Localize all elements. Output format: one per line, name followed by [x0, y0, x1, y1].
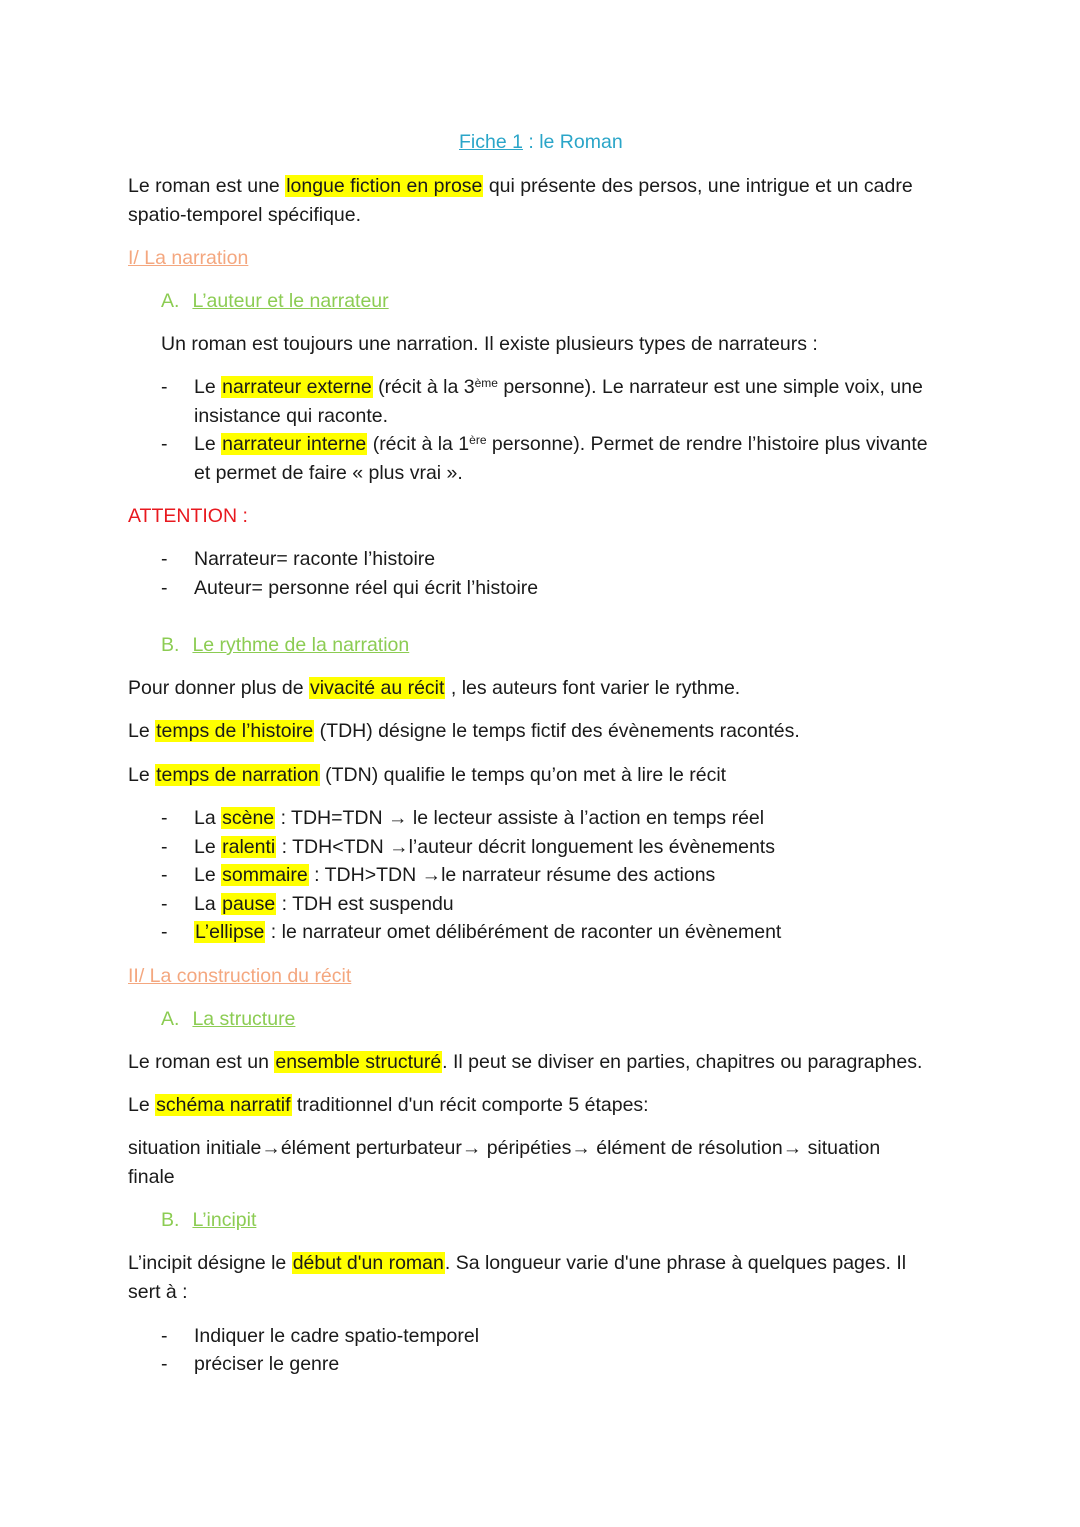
list-bullet: - — [161, 376, 168, 398]
text: Le — [194, 864, 222, 886]
section-heading-narration: I/ La narration — [128, 247, 249, 269]
subsection-letter: B. — [161, 1209, 180, 1231]
paragraph — [128, 1091, 649, 1120]
text: personne). Le narrateur est une simple voix, une — [497, 376, 923, 398]
paragraph — [128, 761, 726, 790]
highlight: sommaire — [222, 864, 308, 886]
list-item — [194, 804, 764, 833]
superscript: ème — [474, 376, 498, 390]
list-item — [194, 918, 781, 947]
subsection-title: L’incipit — [192, 1209, 257, 1231]
highlight: L’ellipse — [195, 921, 265, 943]
text: : TDH>TDN →le narrateur résume des actions — [308, 864, 716, 886]
highlight: narrateur externe — [222, 376, 372, 398]
list-bullet: - — [161, 836, 168, 858]
text: (TDH) désigne le temps fictif des évènements racontés. — [314, 720, 800, 742]
text: (TDN) qualifie le temps qu’on met à lire le récit — [319, 764, 727, 786]
list-item: Indiquer le cadre spatio-temporel — [194, 1325, 480, 1347]
list-item — [194, 890, 454, 919]
text: Le — [194, 433, 222, 455]
text: Le — [194, 376, 222, 398]
highlight: temps de l’histoire — [156, 720, 314, 742]
subsection-letter: A. — [161, 1008, 180, 1030]
intro-line-2: spatio-temporel spécifique. — [128, 204, 362, 226]
title-rest: : le Roman — [522, 131, 623, 153]
highlight: scène — [222, 807, 275, 829]
text: Le — [128, 1094, 156, 1116]
highlight: vivacité au récit — [310, 677, 445, 699]
highlight: ralenti — [222, 836, 276, 858]
list-item-continuation: insistance qui raconte. — [194, 405, 389, 427]
text: Le — [194, 836, 222, 858]
highlight: narrateur interne — [222, 433, 367, 455]
attention-label: ATTENTION : — [128, 505, 248, 527]
list-item — [194, 833, 775, 862]
text: Pour donner plus de — [128, 677, 310, 699]
section-heading-construction: II/ La construction du récit — [128, 965, 352, 987]
subsection-heading-rythme — [161, 631, 409, 660]
highlight: longue fiction en prose — [286, 175, 483, 197]
text: L’incipit désigne le — [128, 1252, 292, 1274]
text: La — [194, 807, 222, 829]
text: personne). Permet de rendre l’histoire plus vivante — [486, 433, 928, 455]
paragraph: Un roman est toujours une narration. Il existe plusieurs types de narrateurs : — [161, 333, 818, 355]
text: traditionnel d'un récit comporte 5 étapes: — [291, 1094, 649, 1116]
list-bullet: - — [161, 807, 168, 829]
list-item: Auteur= personne réel qui écrit l’histoire — [194, 577, 539, 599]
text: : le narrateur omet délibérément de raconter un évènement — [265, 921, 782, 943]
subsection-heading-auteur — [161, 287, 389, 316]
list-bullet: - — [161, 1325, 168, 1347]
subsection-title: Le rythme de la narration — [192, 634, 410, 656]
highlight: pause — [222, 893, 276, 915]
list-bullet: - — [161, 433, 168, 455]
paragraph-continuation: finale — [128, 1166, 175, 1188]
title-link[interactable]: Fiche 1 — [459, 131, 523, 153]
subsection-letter: A. — [161, 290, 180, 312]
paragraph — [128, 1048, 922, 1077]
text: : TDH<TDN →l’auteur décrit longuement les évènements — [276, 836, 775, 858]
subsection-title: L’auteur et le narrateur — [192, 290, 389, 312]
subsection-heading-incipit — [161, 1206, 256, 1235]
list-item — [194, 430, 928, 459]
subsection-title: La structure — [192, 1008, 296, 1030]
superscript: ère — [469, 433, 487, 447]
text: La — [194, 893, 222, 915]
text: : TDH=TDN → le lecteur assiste à l’action en temps réel — [275, 807, 765, 829]
list-item — [194, 373, 923, 402]
list-bullet: - — [161, 893, 168, 915]
list-bullet: - — [161, 921, 168, 943]
text: Le — [128, 720, 156, 742]
text: qui présente des persos, une intrigue et un cadre — [483, 175, 913, 197]
paragraph: situation initiale→élément perturbateur→ péripéties→ élément de résolution→ situation — [128, 1137, 881, 1159]
paragraph — [128, 1249, 906, 1278]
highlight: début d'un roman — [292, 1252, 444, 1274]
subsection-letter: B. — [161, 634, 180, 656]
page-title — [459, 128, 623, 157]
text: : TDH est suspendu — [276, 893, 454, 915]
text: , les auteurs font varier le rythme. — [445, 677, 741, 699]
highlight: temps de narration — [156, 764, 319, 786]
text: Le — [128, 764, 156, 786]
text: (récit à la 3 — [372, 376, 475, 398]
list-bullet: - — [161, 577, 168, 599]
highlight: ensemble structuré — [275, 1051, 442, 1073]
subsection-heading-structure — [161, 1005, 295, 1034]
list-bullet: - — [161, 864, 168, 886]
paragraph — [128, 674, 740, 703]
intro-line-1 — [128, 172, 913, 201]
text: . Il peut se diviser en parties, chapitres ou paragraphes. — [442, 1051, 923, 1073]
text: (récit à la 1 — [367, 433, 470, 455]
paragraph — [128, 717, 800, 746]
list-bullet: - — [161, 548, 168, 570]
text: Le roman est une — [128, 175, 286, 197]
list-bullet: - — [161, 1353, 168, 1375]
text: Le roman est un — [128, 1051, 275, 1073]
list-item: Narrateur= raconte l’histoire — [194, 548, 436, 570]
text: . Sa longueur varie d'une phrase à quelques pages. Il — [444, 1252, 907, 1274]
paragraph-continuation: sert à : — [128, 1281, 188, 1303]
list-item: préciser le genre — [194, 1353, 340, 1375]
highlight: schéma narratif — [156, 1094, 291, 1116]
list-item — [194, 861, 715, 890]
list-item-continuation: et permet de faire « plus vrai ». — [194, 462, 463, 484]
